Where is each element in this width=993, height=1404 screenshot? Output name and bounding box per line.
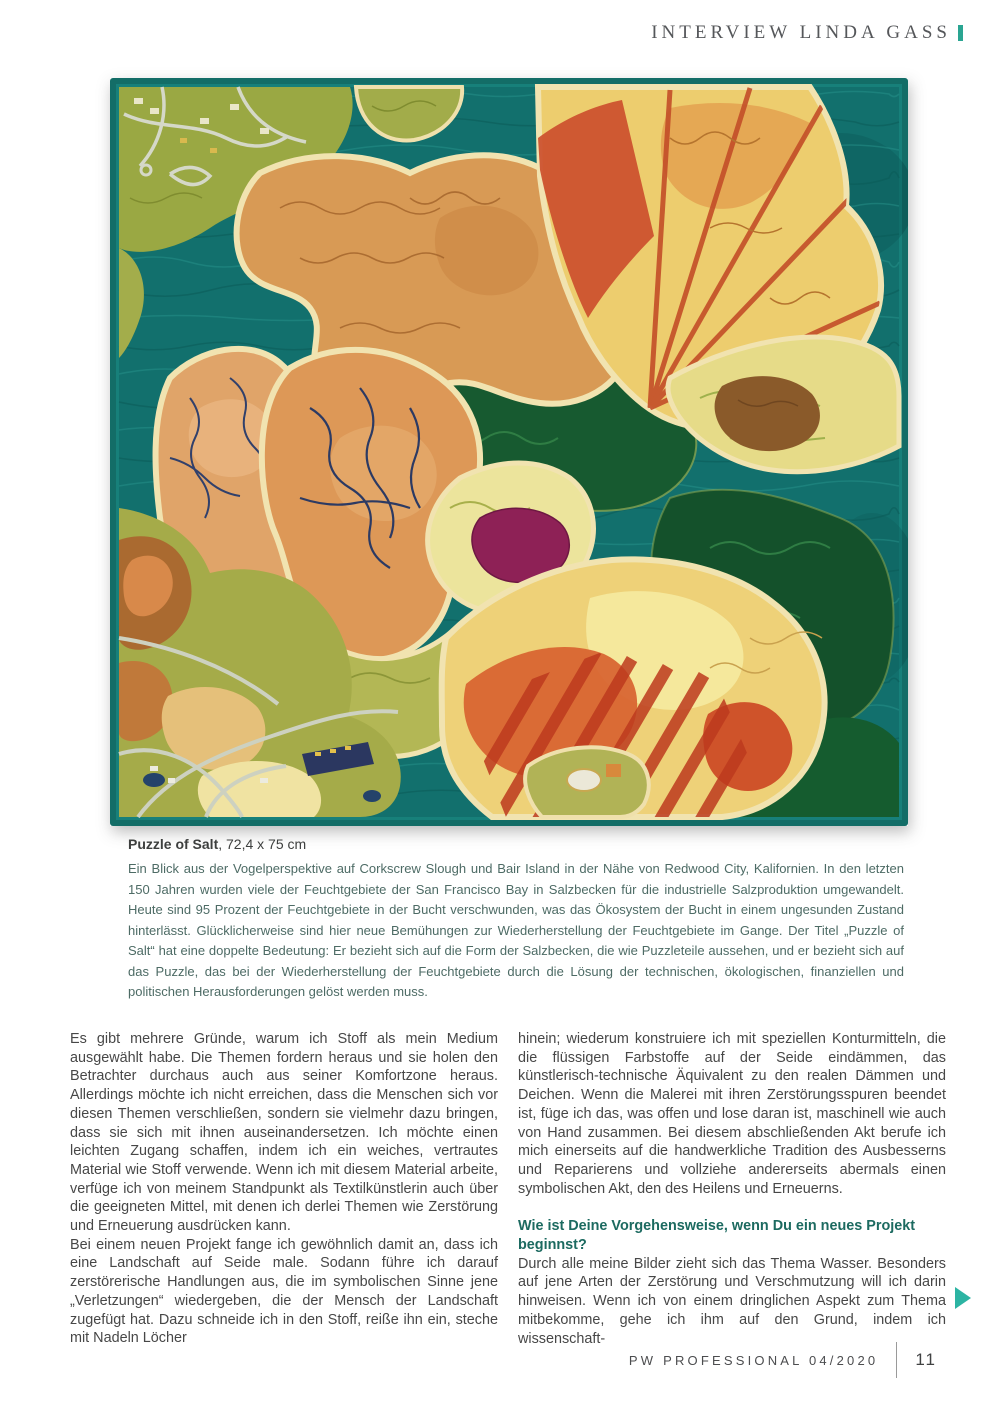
caption-title-line bbox=[128, 834, 904, 854]
right-column bbox=[518, 1030, 946, 1348]
next-page-arrow-icon[interactable] bbox=[955, 1287, 971, 1309]
artwork-title: Puzzle of Salt bbox=[128, 836, 219, 852]
page-footer bbox=[629, 1342, 937, 1378]
caption-block bbox=[128, 834, 904, 1003]
artwork-photo bbox=[110, 78, 908, 826]
right-paragraph-1: hinein; wiederum konstruiere ich mit speziellen Konturmitteln, die die flüssigen Farbstoffe auf der Seide eindämmen, das künstlerisch-technische Äquivalent zu den realen Dämmen und Deichen. Wenn die Malerei mit ihren Zerstörungsspuren beendet ist, füge ich das, was offen und lose daran ist, maschinell wie auch von Hand zusammen. Bei diesem abschließenden Akt berufe ich mich einerseits auf die handwerkliche Tradition des Ausbesserns und Reparierens und vollziehe andererseits abermals einen symbolischen Akt, den des Heilens und Erneuerns. bbox=[518, 1031, 946, 1197]
artwork-dimensions: , 72,4 x 75 cm bbox=[218, 836, 307, 852]
right-paragraph-2: Durch alle meine Bilder zieht sich das Thema Wasser. Besonders auf jene Arten der Zerstörung und Verschmutzung will ich darin hinweisen. Wenn ich von einem dringlichen Aspekt zum Thema mitbekomme, gehe ich ihm auf den Grund, indem ich wissenschaft- bbox=[518, 1255, 946, 1347]
journal-name: PW PROFESSIONAL 04/2020 bbox=[628, 1352, 879, 1368]
left-paragraph-2: Bei einem neuen Projekt fange ich gewöhnlich damit an, dass ich eine Landschaft auf Seide male. Sodann führe ich darauf zerstörerische Handlungen aus, die im symbolischen Sinne jene „Verletzungen“ wiedergeben, die der Mensch der Landschaft zugefügt hat. Dazu schneide ich in den Stoff, reiße ihn ein, steche mit Nadeln Löcher bbox=[70, 1236, 498, 1347]
left-column bbox=[70, 1030, 498, 1348]
interview-question: Wie ist Deine Vorgehensweise, wenn Du ein neues Projekt beginnst? bbox=[518, 1218, 916, 1254]
footer-divider bbox=[896, 1342, 897, 1378]
left-paragraph-1: Es gibt mehrere Gründe, warum ich Stoff als mein Medium ausgewählt habe. Die Themen fordern heraus und sie holen den Betrachter durchaus auch aus seiner Komfortzone heraus. Allerdings möchte ich nicht erreichen, dass die Menschen sich vor diesen Themen verschließen, sondern sie vielmehr dazu bringen, dass sie sich mit ihnen auseinandersetzen. Ich möchte einen leichten Zugang schaffen, indem ich ein weiches, vertrautes Material wie Stoff verwende. Wenn ich mit diesem Material arbeite, verfüge ich von meinem Standpunkt als Textilkünstlerin auch über die geeigneten Mittel, mit denen ich derlei Themen wie Zerstörung und Erneuerung ausdrücken kann. bbox=[70, 1031, 498, 1235]
page-header bbox=[651, 22, 963, 44]
puzzle-of-salt-artwork bbox=[110, 78, 908, 826]
header-title: INTERVIEW LINDA GASS bbox=[651, 22, 951, 43]
caption-text: Ein Blick aus der Vogelperspektive auf Corkscrew Slough und Bair Island in der Nähe von Redwood City, Kalifornien. In den letzten 150 Jahren wurden viele der Feuchtgebiete der San Francisco Bay in Salzbecken für die industrielle Salzproduktion umgewandelt. Heute sind 95 Prozent der Feuchtgebiete in der Bucht verschwunden, was das Ökosystem der Bucht in einem ungesunden Zustand hinterlässt. Glücklicherweise sind hier neue Bemühungen zur Wiederherstellung der Feuchtgebiete im Gange. Der Titel „Puzzle of Salt“ hat eine doppelte Bedeutung: Er bezieht sich auf die Form der Salzbecken, die wie Puzzleteile aussehen, und er bezieht sich auf das Puzzle, das bei der Wiederherstellung der Feuchtgebiete durch die Lösung der technischen, ökologischen, finanziellen und politischen Herausforderungen gelöst werden muss. bbox=[128, 861, 904, 999]
page-number: 11 bbox=[915, 1350, 937, 1369]
article-body bbox=[70, 1030, 946, 1348]
header-accent-bar-icon bbox=[958, 25, 963, 41]
